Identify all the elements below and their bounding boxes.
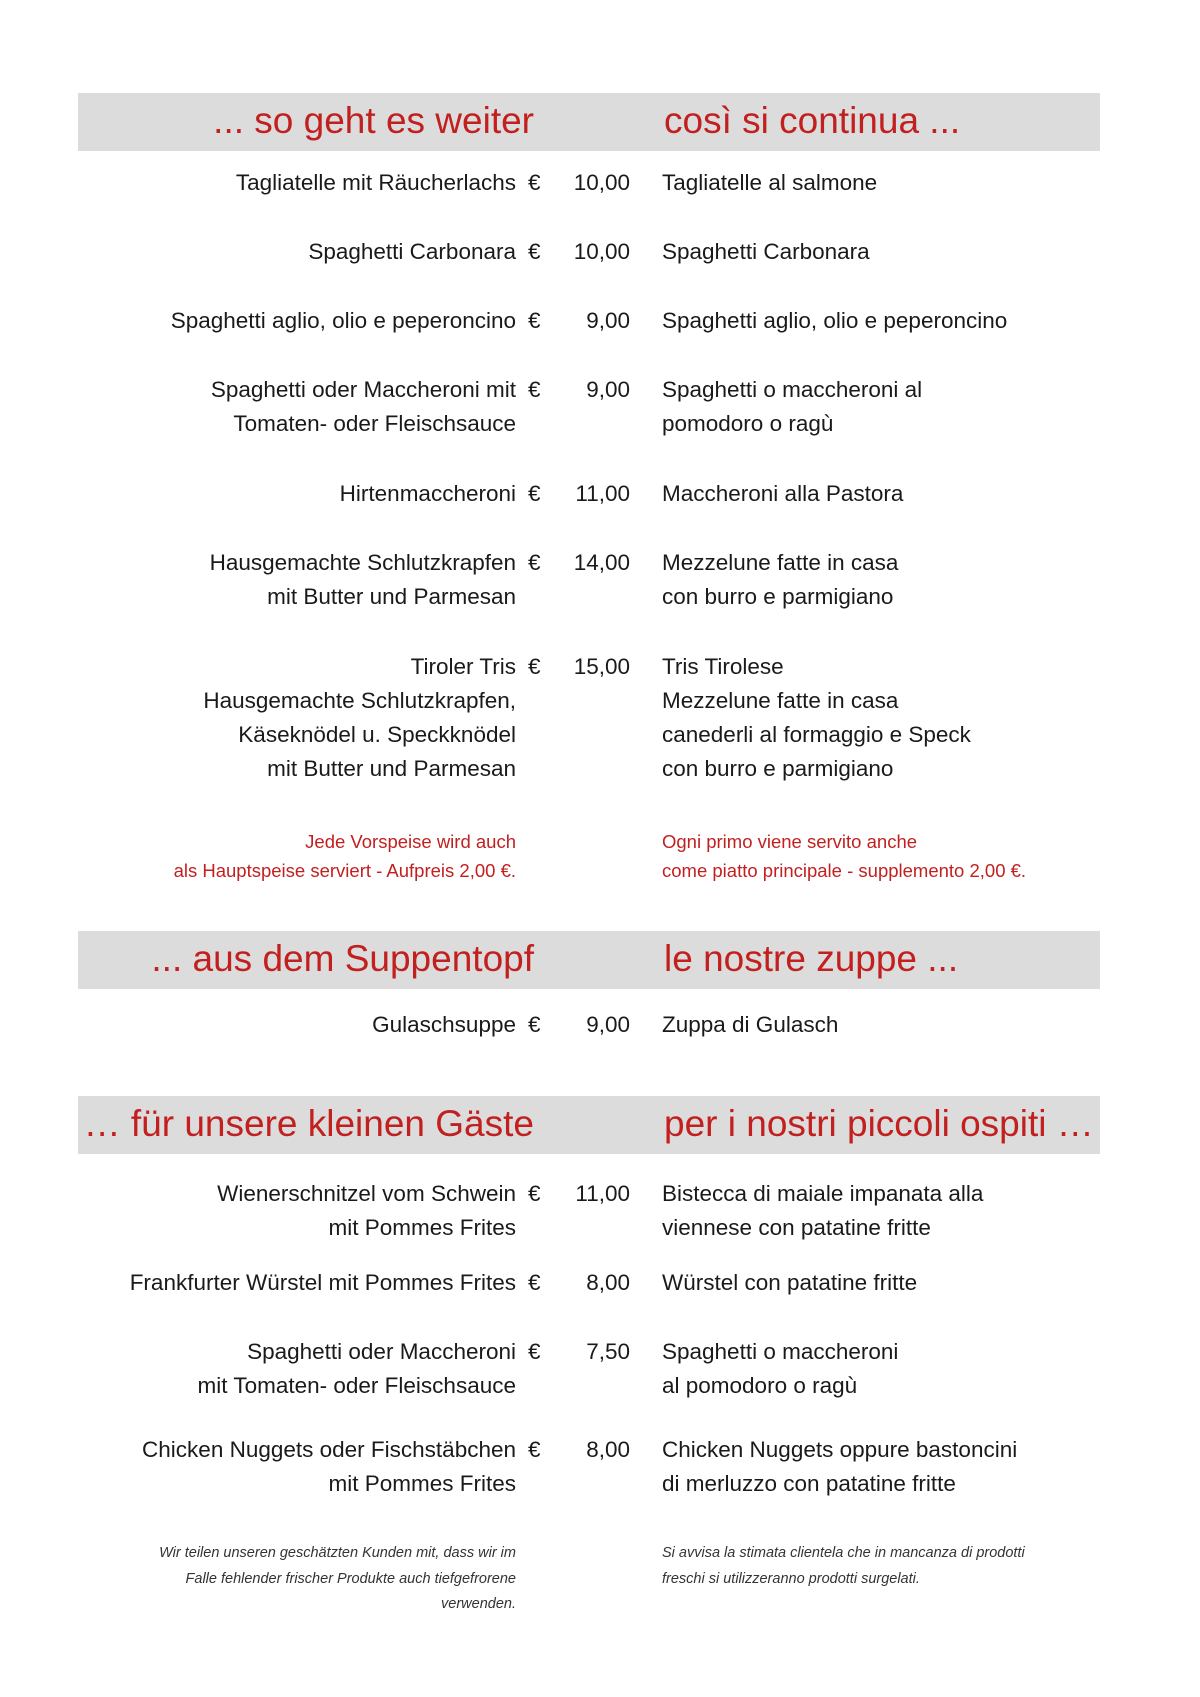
item-name-de-line: Spaghetti oder Maccheroni mit (210, 377, 516, 402)
item-name-de-line: Spaghetti aglio, olio e peperoncino (170, 308, 516, 333)
item-name-it (662, 166, 1182, 200)
currency-symbol: € (528, 654, 541, 679)
currency-symbol: € (528, 550, 541, 575)
item-name-de (0, 1177, 516, 1245)
item-name-it-line: con burro e parmigiano (662, 584, 894, 609)
item-price: 9,00 (586, 1012, 630, 1037)
footer-it-line: Si avvisa la stimata clientela che in mancanza di prodotti (662, 1545, 1025, 1561)
footer-de (159, 1541, 516, 1618)
item-name-de-line: Tomaten- oder Fleischsauce (233, 411, 516, 436)
item-name-it-line: Bistecca di maiale impanata alla (662, 1181, 984, 1206)
note-de (174, 827, 516, 885)
item-price: 7,50 (586, 1339, 630, 1364)
item-price: 9,00 (586, 377, 630, 402)
item-name-it-line: Zuppa di Gulasch (662, 1012, 839, 1037)
item-price: 8,00 (586, 1437, 630, 1462)
section-header (78, 93, 1100, 151)
section-title-it: le nostre zuppe ... (664, 938, 959, 979)
currency-symbol: € (528, 308, 541, 333)
section-title-de: … für unsere kleinen Gäste (83, 1103, 534, 1144)
item-name-de (0, 1335, 516, 1403)
item-name-de-line: Hausgemachte Schlutzkrapfen, (203, 688, 516, 713)
item-name-it-line: canederli al formaggio e Speck (662, 722, 971, 747)
item-name-it-line: Spaghetti o maccheroni (662, 1339, 899, 1364)
note-de-line: als Hauptspeise serviert - Aufpreis 2,00 €. (173, 860, 516, 881)
currency-symbol: € (528, 239, 541, 264)
item-name-it (662, 1433, 1182, 1501)
item-name-de (0, 373, 516, 441)
footer-it (662, 1541, 1025, 1592)
item-name-de-line: Tagliatelle mit Räucherlachs (235, 170, 516, 195)
note-it (662, 827, 1026, 885)
item-name-it-line: viennese con patatine fritte (662, 1215, 931, 1240)
note-de-line: Jede Vorspeise wird auch (305, 831, 516, 852)
item-name-de (0, 477, 516, 511)
item-name-it-line: Spaghetti Carbonara (662, 239, 870, 264)
note-it-line: Ogni primo viene servito anche (662, 831, 918, 852)
footer-it-line: freschi si utilizzeranno prodotti surgelati. (662, 1570, 920, 1587)
item-name-it (662, 477, 1182, 511)
currency-symbol: € (528, 481, 541, 506)
item-name-it-line: Chicken Nuggets oppure bastoncini (662, 1437, 1018, 1462)
currency-symbol: € (528, 1012, 541, 1037)
currency-symbol: € (528, 1270, 541, 1295)
item-name-it-line: Mezzelune fatte in casa (662, 550, 899, 575)
item-name-de-line: Tiroler Tris (410, 654, 516, 679)
item-name-de-line: Wienerschnitzel vom Schwein (217, 1181, 516, 1206)
item-name-it-line: di merluzzo con patatine fritte (662, 1471, 956, 1496)
item-name-it-line: Spaghetti aglio, olio e peperoncino (662, 308, 1008, 333)
section-header (78, 931, 1100, 989)
section-title-it: così si continua ... (664, 100, 961, 141)
item-name-de-line: Käseknödel u. Speckknödel (238, 722, 516, 747)
item-name-de (0, 166, 516, 200)
note-it-line: come piatto principale - supplemento 2,00 €. (662, 860, 1027, 881)
item-name-de (0, 546, 516, 614)
item-price: 14,00 (573, 550, 630, 575)
currency-symbol: € (528, 377, 541, 402)
item-name-de (0, 650, 516, 786)
item-price: 8,00 (586, 1270, 630, 1295)
item-name-it-line: Maccheroni alla Pastora (662, 481, 904, 506)
item-price: 10,00 (573, 239, 630, 264)
item-name-it-line: Tagliatelle al salmone (662, 170, 878, 195)
item-name-de (0, 304, 516, 338)
item-name-it-line: Spaghetti o maccheroni al (662, 377, 923, 402)
item-name-de-line: Frankfurter Würstel mit Pommes Frites (129, 1270, 516, 1295)
item-name-de-line: mit Butter und Parmesan (267, 756, 516, 781)
item-name-it (662, 1177, 1182, 1245)
item-name-de (0, 1008, 516, 1042)
item-name-de-line: Spaghetti Carbonara (308, 239, 516, 264)
item-name-it (662, 650, 1182, 786)
currency-symbol: € (528, 1437, 541, 1462)
item-name-it (662, 373, 1182, 441)
item-name-de (0, 1266, 516, 1300)
currency-symbol: € (528, 1339, 541, 1364)
item-name-it (662, 1008, 1182, 1042)
item-name-it (662, 304, 1182, 338)
item-name-de (0, 235, 516, 269)
item-price: 10,00 (573, 170, 630, 195)
item-name-it-line: Tris Tirolese (662, 654, 784, 679)
item-name-de-line: Spaghetti oder Maccheroni (247, 1339, 516, 1364)
item-name-de-line: mit Pommes Frites (328, 1471, 516, 1496)
item-name-de-line: Chicken Nuggets oder Fischstäbchen (142, 1437, 516, 1462)
item-name-de-line: mit Pommes Frites (328, 1215, 516, 1240)
item-price: 11,00 (575, 1181, 630, 1206)
item-name-de-line: mit Tomaten- oder Fleischsauce (197, 1373, 516, 1398)
item-name-it (662, 235, 1182, 269)
item-name-it (662, 1335, 1182, 1403)
item-name-it-line: Mezzelune fatte in casa (662, 688, 899, 713)
section-title-de: ... so geht es weiter (213, 100, 534, 141)
footer-de-line: Falle fehlender frischer Produkte auch tiefgefrorene (185, 1570, 516, 1587)
item-name-de (0, 1433, 516, 1501)
footer-de-line: verwenden. (441, 1596, 516, 1612)
footer-de-line: Wir teilen unseren geschätzten Kunden mit, dass wir im (159, 1545, 516, 1561)
item-name-de-line: Gulaschsuppe (372, 1012, 516, 1037)
item-name-de-line: Hirtenmaccheroni (339, 481, 516, 506)
section-title-it: per i nostri piccoli ospiti … (664, 1103, 1094, 1144)
item-name-it-line: Würstel con patatine fritte (662, 1270, 918, 1295)
item-name-it-line: pomodoro o ragù (662, 411, 834, 436)
item-name-it-line: con burro e parmigiano (662, 756, 894, 781)
item-price: 15,00 (573, 654, 630, 679)
section-title-de: ... aus dem Suppentopf (151, 938, 534, 979)
item-name-de-line: mit Butter und Parmesan (267, 584, 516, 609)
currency-symbol: € (528, 1181, 541, 1206)
item-name-it-line: al pomodoro o ragù (662, 1373, 858, 1398)
item-price: 9,00 (586, 308, 630, 333)
item-name-de-line: Hausgemachte Schlutzkrapfen (209, 550, 516, 575)
item-price: 11,00 (575, 481, 630, 506)
section-header (78, 1096, 1100, 1154)
item-name-it (662, 546, 1182, 614)
item-name-it (662, 1266, 1182, 1300)
currency-symbol: € (528, 170, 541, 195)
